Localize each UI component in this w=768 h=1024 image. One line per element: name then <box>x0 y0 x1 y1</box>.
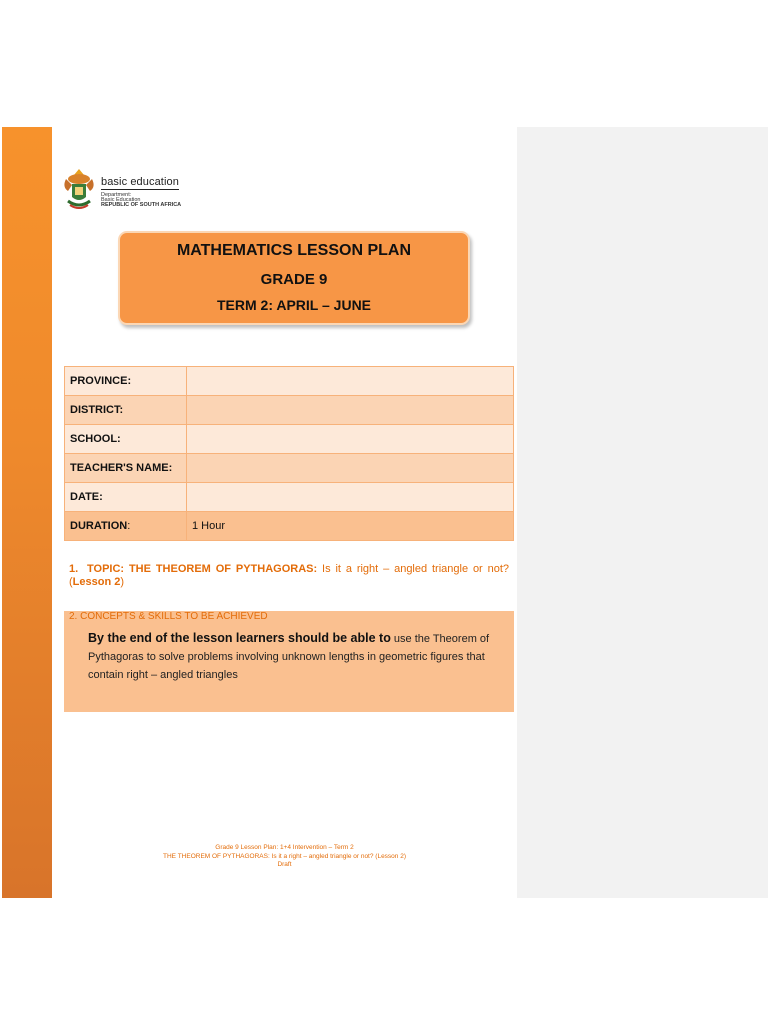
table-row <box>65 425 514 454</box>
footer-line-1: Grade 9 Lesson Plan: 1+4 Intervention – Term 2 <box>215 844 354 851</box>
basic-education-logo <box>62 167 202 213</box>
table-row <box>65 454 514 483</box>
coat-of-arms-icon <box>62 167 96 211</box>
table-row <box>65 367 514 396</box>
date-value[interactable] <box>187 483 514 512</box>
date-label: DATE: <box>65 483 187 512</box>
province-value[interactable] <box>187 367 514 396</box>
title-subject: MATHEMATICS LESSON PLAN <box>176 242 412 259</box>
document-page <box>0 127 768 898</box>
district-value[interactable] <box>187 396 514 425</box>
title-term: TERM 2: APRIL – JUNE <box>216 297 372 313</box>
logo-country: REPUBLIC OF SOUTH AFRICA <box>101 202 182 208</box>
lesson-plan-title-box <box>118 231 470 325</box>
concepts-skills-section <box>64 611 514 712</box>
footer-line-2: THE THEOREM OF PYTHAGORAS: Is it a right – angled triangle or not? (Lesson 2) <box>163 852 406 860</box>
school-value[interactable] <box>187 425 514 454</box>
duration-label-colon: : <box>127 520 131 532</box>
logo-brand-text: basic education <box>101 176 179 188</box>
page-footer <box>52 844 517 870</box>
duration-label-text: DURATION <box>70 520 128 532</box>
footer-line-3: Draft <box>277 861 292 868</box>
concepts-lead: By the end of the lesson learners should be able to <box>88 631 391 645</box>
title-grade: GRADE 9 <box>260 271 328 288</box>
logo-department-name: Basic Education <box>101 197 141 203</box>
topic-label: TOPIC: THE THEOREM OF PYTHAGORAS: <box>87 563 318 575</box>
topic-close: ) <box>120 576 125 588</box>
teacher-name-value[interactable] <box>187 454 514 483</box>
topic-lesson: Lesson 2 <box>72 576 121 588</box>
duration-label <box>65 512 187 541</box>
left-accent-bar <box>2 127 52 898</box>
school-label: SCHOOL: <box>65 425 187 454</box>
topic-number: 1. <box>69 563 79 575</box>
concepts-body <box>88 629 500 684</box>
right-side-panel <box>517 127 768 898</box>
teacher-name-label: TEACHER'S NAME: <box>65 454 187 483</box>
province-label: PROVINCE: <box>65 367 187 396</box>
topic-text: Is it a right – angled triangle or not? ( <box>69 563 510 588</box>
duration-value[interactable]: 1 Hour <box>187 512 514 541</box>
logo-department-label: Department: <box>101 192 132 198</box>
topic-section <box>69 563 509 589</box>
lesson-info-table <box>64 366 514 541</box>
district-label: DISTRICT: <box>65 396 187 425</box>
table-row <box>65 483 514 512</box>
table-row <box>65 512 514 541</box>
concepts-text: use the Theorem of Pythagoras to solve problems involving unknown lengths in geometric figures that contain right – angled triangles <box>88 633 490 681</box>
concepts-heading: 2. CONCEPTS & SKILLS TO BE ACHIEVED <box>69 611 268 622</box>
table-row <box>65 396 514 425</box>
